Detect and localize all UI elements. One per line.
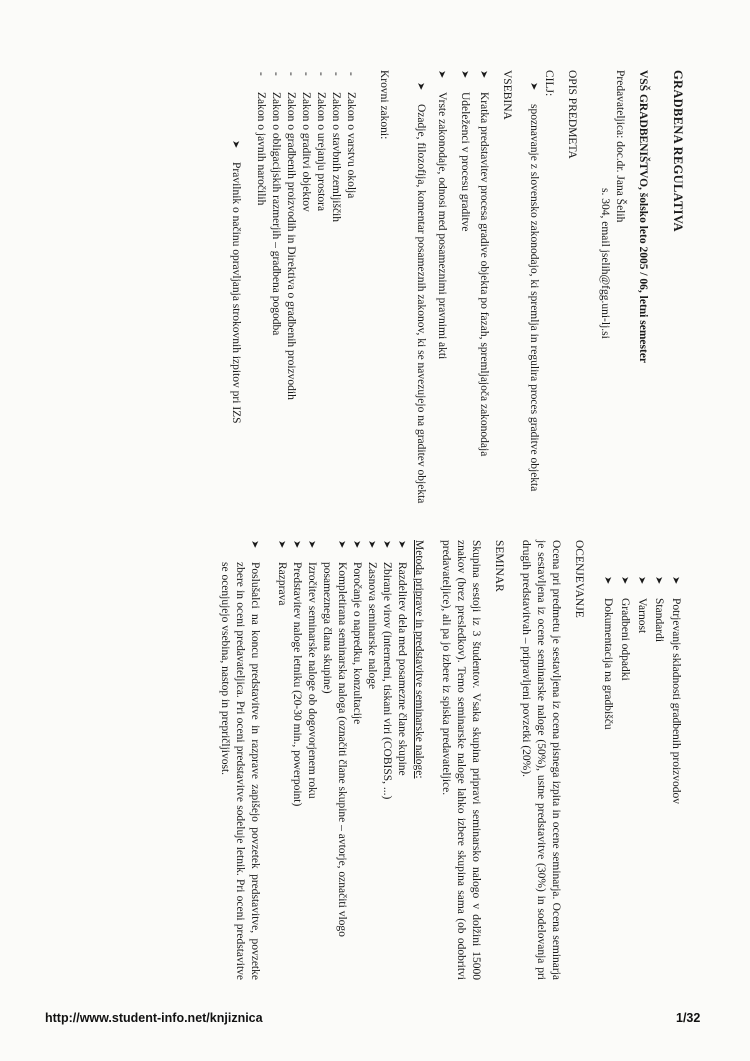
arrow-bullet-icon: ➤ bbox=[653, 576, 664, 585]
list-item: - Zakon o urejanju prostora bbox=[315, 72, 327, 212]
list-item: ➤ Zasnova seminarske naloge bbox=[366, 540, 378, 690]
arrow-bullet-icon: ➤ bbox=[478, 70, 489, 79]
vsebina-list bbox=[434, 70, 491, 510]
list-item: ➤ spoznavanje z slovensko zakonodajo, ki spremlja in regulira proces graditve objekta bbox=[528, 82, 540, 492]
left-column bbox=[224, 70, 685, 510]
list-item: ➤ Izročitev seminarske naloge ob dogovorjenem roku bbox=[306, 540, 318, 799]
list-item: ➤ Ozadje, filozofija, komentar posameznih zakonov, ki se navezujejo na graditev objekta bbox=[415, 82, 427, 504]
footer-page-number: 1/32 bbox=[676, 1011, 701, 1025]
list-item: ➤ Razprava bbox=[276, 540, 288, 606]
poslusalci-list bbox=[217, 540, 262, 980]
arrow-bullet-icon: ➤ bbox=[602, 576, 613, 585]
arrow-bullet-icon: ➤ bbox=[249, 540, 260, 549]
list-item: ➤ Predstavitev naloge letniku (20-30 min., powerpoint) bbox=[291, 540, 303, 807]
footer-url: http://www.student-info.net/knjiznica bbox=[45, 1011, 263, 1025]
seminar-text: Skupina sestoji iz 3 študentov. Vsaka skupina pripravi seminarsko nalogo v dolžini 15000 znakov (brez presledkov). Temo seminarske naloge lahko izbere skupina sama (ob odobritvi predavateljice), ali pa jo izbere iz spiska predavateljice. bbox=[440, 540, 482, 980]
lecturer-contact: s. 304, email jselih@fgg.uni-lj.si bbox=[599, 188, 611, 339]
metoda-list bbox=[274, 540, 409, 980]
list-item: - Zakon o stavbnih zemljiščih bbox=[330, 72, 342, 222]
arrow-bullet-icon: ➤ bbox=[276, 540, 287, 549]
list-item: ➤ Potrjevanje skladnosti gradbenih proizvodov bbox=[670, 576, 682, 805]
list-item: ➤ Gradbeni odpadki bbox=[619, 576, 631, 681]
arrow-bullet-icon: ➤ bbox=[336, 540, 347, 549]
arrow-bullet-icon: ➤ bbox=[528, 82, 539, 91]
list-item: ➤ Pravilnik o načinu opravljanja strokovnih izpitov pri IZS bbox=[230, 140, 242, 424]
list-item: - Zakon o obligacijskih razmerjih – gradbena pogodba bbox=[270, 72, 282, 336]
arrow-bullet-icon: ➤ bbox=[436, 70, 447, 79]
cilj-list bbox=[526, 70, 541, 510]
list-item: - Zakon o gradbenih proizvodih in Direktiva o gradbenih proizvodih bbox=[285, 72, 297, 400]
krovni-zakoni-list bbox=[253, 70, 358, 510]
list-item: - Zakon o javnih naročilih bbox=[255, 72, 267, 206]
opis-predmeta-heading: OPIS PREDMETA bbox=[566, 70, 578, 159]
arrow-bullet-icon: ➤ bbox=[351, 540, 362, 549]
seminar-heading: SEMINAR bbox=[493, 540, 505, 592]
course-subtitle: VSŠ GRADBENIŠTVO, šolsko leto 2005 / 06, letni semester bbox=[637, 70, 649, 364]
list-item: ➤ Varnost bbox=[636, 576, 648, 634]
topics-list bbox=[600, 576, 683, 980]
arrow-bullet-icon: ➤ bbox=[636, 576, 647, 585]
list-item: ➤ Dokumentacija na gradbišču bbox=[602, 576, 614, 730]
metoda-heading: Metoda priprave in predstavitve seminarske naloge: bbox=[413, 540, 425, 779]
krovni-zakoni-heading: Krovni zakoni: bbox=[378, 70, 390, 140]
pravilnik-list bbox=[228, 140, 243, 510]
list-item: ➤ Poročanje o napredku, konzultacije bbox=[351, 540, 363, 725]
list-item: ➤ Kompletirana seminarska naloga (označiti člane skupine – avtorje, označiti vlogo posameznega člana skupine) bbox=[321, 540, 348, 937]
cilj-label: CILJ: bbox=[543, 70, 555, 97]
right-column bbox=[213, 540, 685, 980]
ocenjevanje-heading: OCENJEVANJE bbox=[573, 540, 585, 618]
rotated-document-page bbox=[90, 70, 685, 980]
document-title: GRADBENA REGULATIVA bbox=[671, 70, 685, 232]
arrow-bullet-icon: ➤ bbox=[366, 540, 377, 549]
arrow-bullet-icon: ➤ bbox=[459, 70, 470, 79]
list-item: ➤ Zbiranje virov (internetni, tiskani viri (COBISS, ...) bbox=[381, 540, 393, 800]
list-item: - Zakon o graditvi objektov bbox=[300, 72, 312, 212]
list-item: ➤ Poslušalci na koncu predstavitve in razprave zapišejo povzetek predstavitve, povzetke zbere in oceni predavateljica. Pri oceni predstavitve sodeluje letnik. Pri oceni predstavitve se ocenjujejo vsebina, nastop in prepričljivost. bbox=[219, 540, 261, 980]
arrow-bullet-icon: ➤ bbox=[619, 576, 630, 585]
arrow-bullet-icon: ➤ bbox=[670, 576, 681, 585]
arrow-bullet-icon: ➤ bbox=[415, 82, 426, 91]
arrow-bullet-icon: ➤ bbox=[306, 540, 317, 549]
list-item: ➤ Razdelitev dela med posamezne člane skupine bbox=[396, 540, 408, 776]
list-item: - Zakon o varstvu okolja bbox=[345, 72, 357, 199]
vsebina-heading: VSEBINA bbox=[501, 70, 513, 120]
arrow-bullet-icon: ➤ bbox=[396, 540, 407, 549]
list-item: ➤ Vrste zakonodaje, odnosi med posameznimi pravnimi akti bbox=[436, 70, 448, 360]
list-item: ➤ Udeleženci v procesu graditve bbox=[459, 70, 471, 232]
arrow-bullet-icon: ➤ bbox=[381, 540, 392, 549]
lecturer-line: Predavateljica: doc.dr. Jana Šelih bbox=[614, 70, 626, 223]
list-item: ➤ Standardi bbox=[653, 576, 665, 643]
vsebina-sub-list bbox=[413, 70, 428, 510]
list-item: ➤ Kratka predstavitev procesa gradive objekta po fazah, spremljajoča zakonodaja bbox=[478, 70, 490, 457]
arrow-bullet-icon: ➤ bbox=[230, 140, 241, 149]
ocenjevanje-text: Ocena pri predmetu je sestavljena iz ocena pisnega izpita in ocene seminarja. Ocena seminarja je sestavljena iz ocene seminarske naloge (50%), ustne predstavitve (30%) in sodelovanja pri drugih predstavitvah – pripravljeni povzetki (20%). bbox=[520, 540, 562, 980]
arrow-bullet-icon: ➤ bbox=[291, 540, 302, 549]
